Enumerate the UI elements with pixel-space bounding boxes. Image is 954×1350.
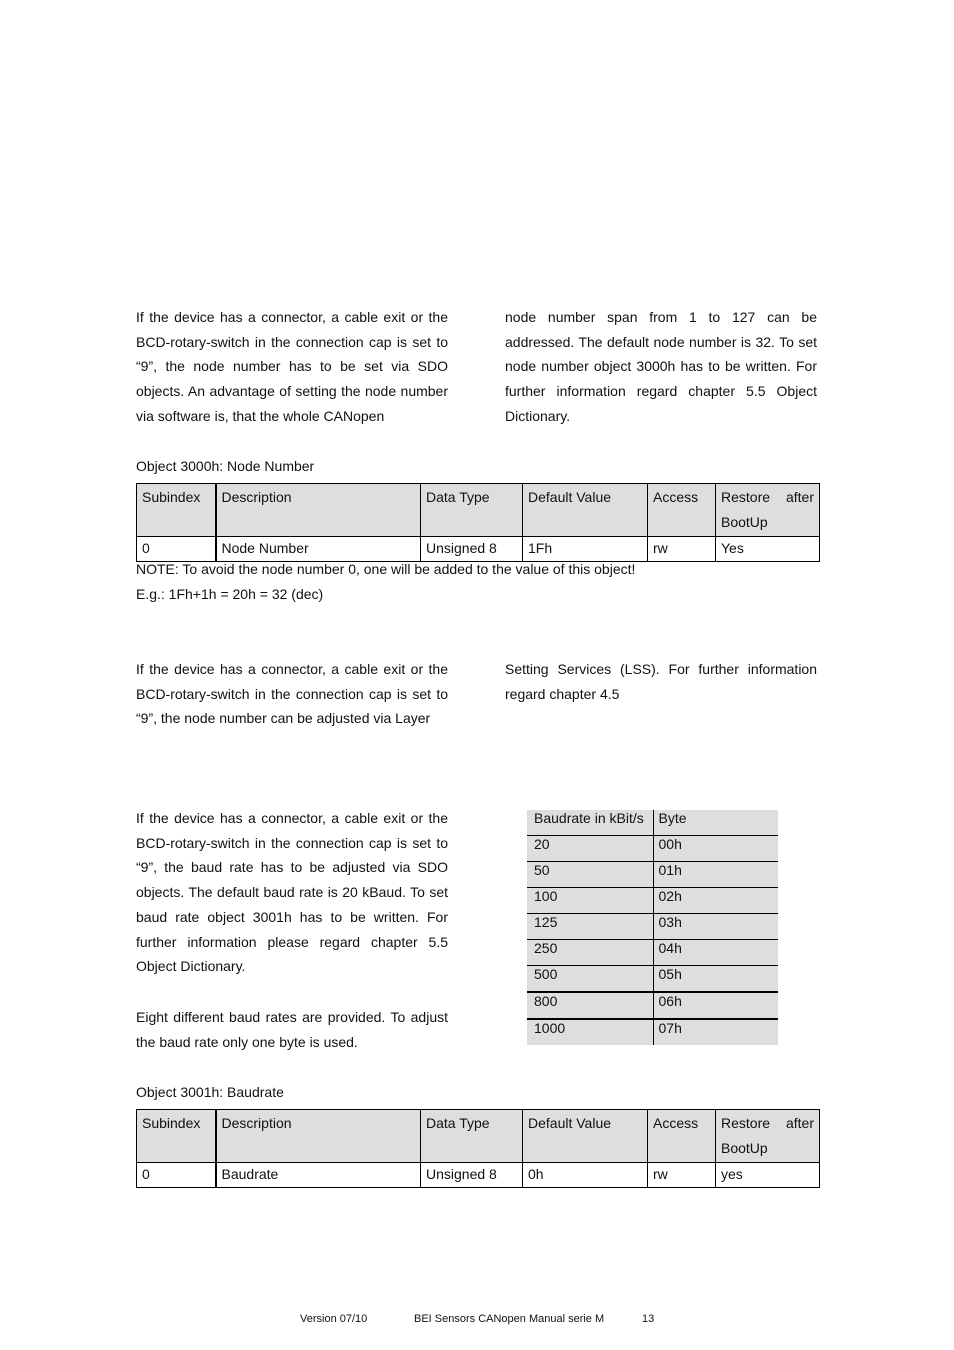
cell-data-type: Unsigned 8	[421, 1163, 523, 1188]
byte-value: 05h	[653, 966, 778, 993]
baudrate-sdo-text: If the device has a connector, a cable exit or the BCD-rotary-switch in the connection cap is set to “9”, the baud rate has to be adjusted via SDO objects. The default baud rate is 20 kBaud. To set baud rate object 3001h has to be written. For further information please regard chapter 5.5 Object Dictionary.	[136, 810, 448, 975]
baudrate-byte-text: Eight different baud rates are provided. To adjust the baud rate only one byte is used.	[136, 1009, 448, 1050]
baud-value: 250	[527, 940, 653, 966]
table-row	[527, 914, 778, 940]
byte-value: 01h	[653, 862, 778, 888]
baud-value: 20	[527, 836, 653, 862]
table-row	[527, 966, 778, 993]
header-description: Description	[216, 484, 421, 537]
cell-data-type: Unsigned 8	[421, 537, 523, 562]
header-access: Access	[648, 1110, 716, 1163]
byte-value: 04h	[653, 940, 778, 966]
footer-title: BEI Sensors CANopen Manual serie M	[414, 1313, 605, 1325]
table-row	[527, 862, 778, 888]
baud-value: 100	[527, 888, 653, 914]
node-number-lss-text-right: Setting Services (LSS). For further information regard chapter 4.5	[505, 661, 817, 702]
table-row	[527, 1019, 778, 1045]
cell-restore: yes	[716, 1163, 820, 1188]
note-text: NOTE: To avoid the node number 0, one will be added to the value of this object!	[136, 561, 636, 577]
header-baudrate: Baudrate in kBit/s	[527, 810, 653, 836]
node-number-sdo-text-left: If the device has a connector, a cable exit or the BCD-rotary-switch in the connection cap is set to “9”, the node number has to be set via SDO objects. An advantage of setting the node number via software is, that the whole CANopen	[136, 309, 448, 424]
table-header-row	[137, 1110, 820, 1163]
example-text: E.g.: 1Fh+1h = 20h = 32 (dec)	[136, 586, 324, 602]
baud-value: 50	[527, 862, 653, 888]
table-row	[527, 992, 778, 1019]
table-header-row	[137, 484, 820, 537]
header-subindex: Subindex	[137, 484, 216, 537]
baud-value: 500	[527, 966, 653, 993]
baud-value: 1000	[527, 1019, 653, 1045]
byte-value: 03h	[653, 914, 778, 940]
cell-access: rw	[648, 537, 716, 562]
baud-value: 125	[527, 914, 653, 940]
footer-version: Version 07/10	[300, 1313, 368, 1325]
node-number-sdo-text-right: node number span from 1 to 127 can be addressed. The default node number is 32. To set node number object 3000h has to be written. For further information regard chapter 5.5 Object Dictionary.	[505, 309, 817, 424]
byte-value: 00h	[653, 836, 778, 862]
node-number-lss-text-left: If the device has a connector, a cable exit or the BCD-rotary-switch in the connection cap is set to “9”, the node number can be adjusted via Layer	[136, 661, 448, 727]
baud-header-row	[527, 810, 778, 836]
header-restore-after-bootup: Restore after BootUp	[716, 484, 820, 537]
header-restore-after-bootup: Restore after BootUp	[716, 1110, 820, 1163]
byte-value: 06h	[653, 992, 778, 1019]
cell-default-value: 0h	[523, 1163, 648, 1188]
header-data-type: Data Type	[421, 484, 523, 537]
cell-access: rw	[648, 1163, 716, 1188]
baud-value: 800	[527, 992, 653, 1019]
cell-description: Node Number	[216, 537, 421, 562]
header-default-value: Default Value	[523, 484, 648, 537]
table-row	[137, 1163, 820, 1188]
header-description: Description	[216, 1110, 421, 1163]
page-number: 13	[642, 1313, 655, 1325]
byte-value: 07h	[653, 1019, 778, 1045]
cell-subindex: 0	[137, 1163, 216, 1188]
header-default-value: Default Value	[523, 1110, 648, 1163]
node-number-object-table	[136, 483, 820, 562]
header-byte: Byte	[653, 810, 778, 836]
header-access: Access	[648, 484, 716, 537]
cell-default-value: 1Fh	[523, 537, 648, 562]
table-row	[137, 537, 820, 562]
header-subindex: Subindex	[137, 1110, 216, 1163]
baudrate-table	[527, 810, 778, 1045]
header-data-type: Data Type	[421, 1110, 523, 1163]
cell-restore: Yes	[716, 537, 820, 562]
table-caption-node-number: Object 3000h: Node Number	[136, 458, 315, 474]
table-row	[527, 940, 778, 966]
table-row	[527, 888, 778, 914]
table-row	[527, 836, 778, 862]
table-caption-baudrate: Object 3001h: Baudrate	[136, 1084, 284, 1100]
baudrate-object-table	[136, 1109, 820, 1188]
byte-value: 02h	[653, 888, 778, 914]
cell-subindex: 0	[137, 537, 216, 562]
cell-description: Baudrate	[216, 1163, 421, 1188]
